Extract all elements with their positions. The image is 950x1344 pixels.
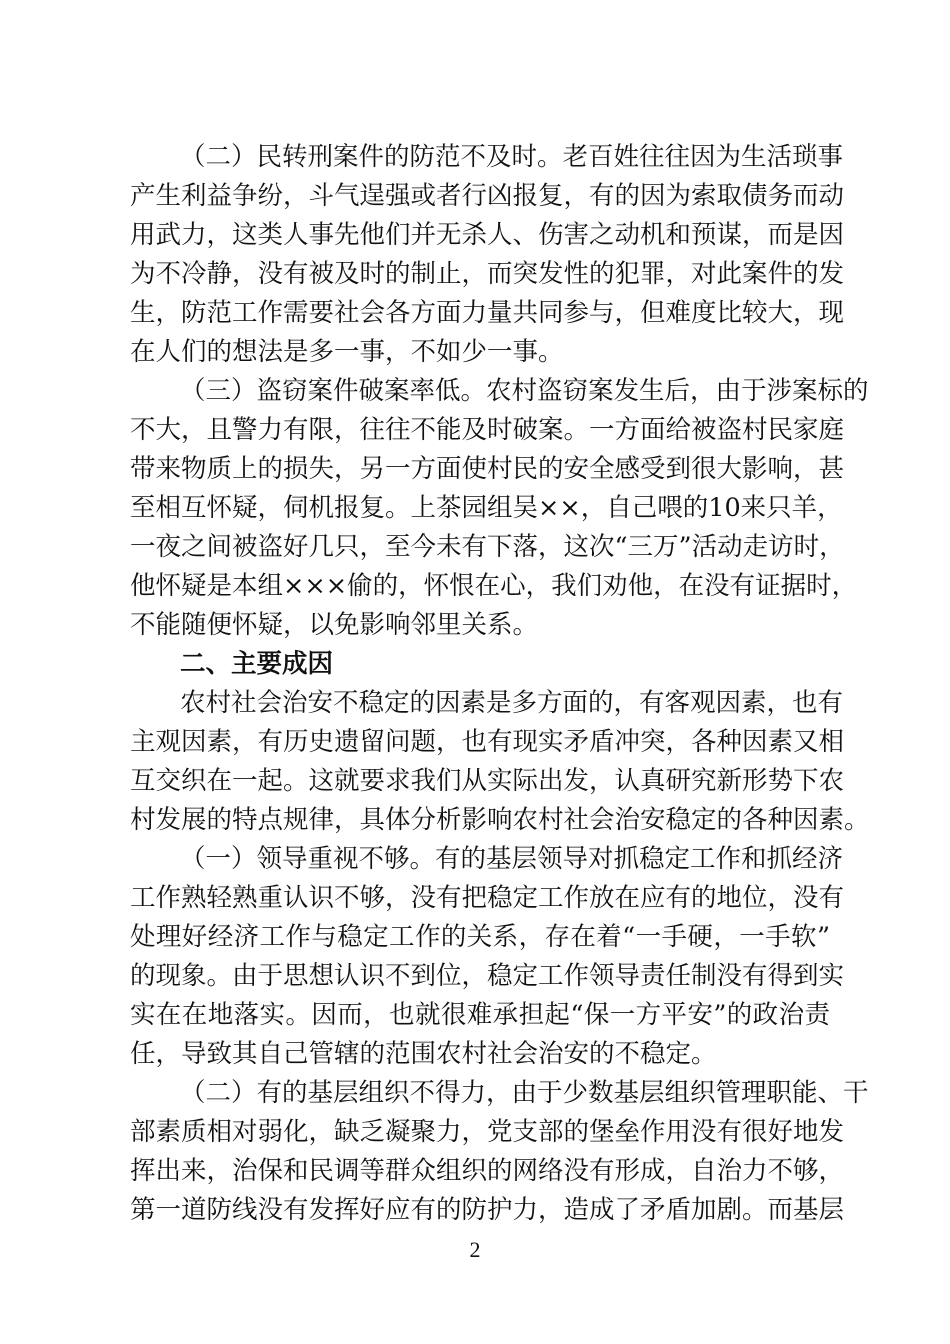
paragraph-line: 实在在地落实。因而，也就很难承担起“保一方平安”的政治责: [130, 1000, 830, 1030]
paragraph-line: 产生利益争纷，斗气逞强或者行凶报复，有的因为索取债务而动: [130, 181, 845, 211]
paragraph-line: 的现象。由于思想认识不到位，稳定工作领导责任制没有得到实: [130, 961, 845, 991]
paragraph-line: 至相互怀疑，伺机报复。上茶园组吴××，自己喂的10来只羊，: [130, 493, 843, 523]
paragraph-line: （二）民转刑案件的防范不及时。老百姓往往因为生活琐事: [180, 142, 844, 172]
page-number: 2: [469, 1237, 481, 1262]
paragraph-line: 生，防范工作需要社会各方面力量共同参与，但难度比较大，现: [130, 298, 845, 328]
paragraph-line: 一夜之间被盗好几只，至今未有下落，这次“三万”活动走访时，: [130, 532, 845, 562]
paragraph-line: （二）有的基层组织不得力，由于少数基层组织管理职能、干: [180, 1078, 869, 1108]
paragraph-line: 他怀疑是本组×××偷的，怀恨在心，我们劝他，在没有证据时，: [130, 571, 858, 601]
paragraph-line: 为不冷静，没有被及时的制止，而突发性的犯罪，对此案件的发: [130, 259, 845, 289]
paragraph-line: 带来物质上的损失，另一方面使村民的安全感受到很大影响，甚: [130, 454, 845, 484]
paragraph-line: 村发展的特点规律，具体分析影响农村社会治安稳定的各种因素。: [130, 805, 870, 835]
paragraph-line: 不能随便怀疑，以免影响邻里关系。: [130, 610, 539, 640]
paragraph-line: 用武力，这类人事先他们并无杀人、伤害之动机和预谋，而是因: [130, 220, 845, 250]
paragraph-line: 主观因素，有历史遗留问题，也有现实矛盾冲突，各种因素又相: [130, 727, 845, 757]
paragraph-line: 不大，且警力有限，往往不能及时破案。一方面给被盗村民家庭: [130, 415, 845, 445]
paragraph-line: （三）盗窃案件破案率低。农村盗窃案发生后，由于涉案标的: [180, 376, 869, 406]
paragraph-line: 任，导致其自己管辖的范围农村社会治安的不稳定。: [130, 1039, 717, 1069]
paragraph-line: 农村社会治安不稳定的因素是多方面的，有客观因素，也有: [180, 688, 844, 718]
paragraph-line: 处理好经济工作与稳定工作的关系，存在着“一手硬，一手软”: [130, 922, 830, 952]
paragraph-line: 在人们的想法是多一事，不如少一事。: [130, 337, 564, 367]
paragraph-line: 互交织在一起。这就要求我们从实际出发，认真研究新形势下农: [130, 766, 845, 796]
section-heading: 二、主要成因: [180, 649, 334, 679]
paragraph-line: 工作熟轻熟重认识不够，没有把稳定工作放在应有的地位，没有: [130, 883, 845, 913]
paragraph-line: （一）领导重视不够。有的基层领导对抓稳定工作和抓经济: [180, 844, 844, 874]
paragraph-line: 部素质相对弱化，缺乏凝聚力，党支部的堡垒作用没有很好地发: [130, 1117, 845, 1147]
paragraph-line: 第一道防线没有发挥好应有的防护力，造成了矛盾加剧。而基层: [130, 1195, 845, 1225]
paragraph-line: 挥出来，治保和民调等群众组织的网络没有形成，自治力不够，: [130, 1156, 845, 1186]
